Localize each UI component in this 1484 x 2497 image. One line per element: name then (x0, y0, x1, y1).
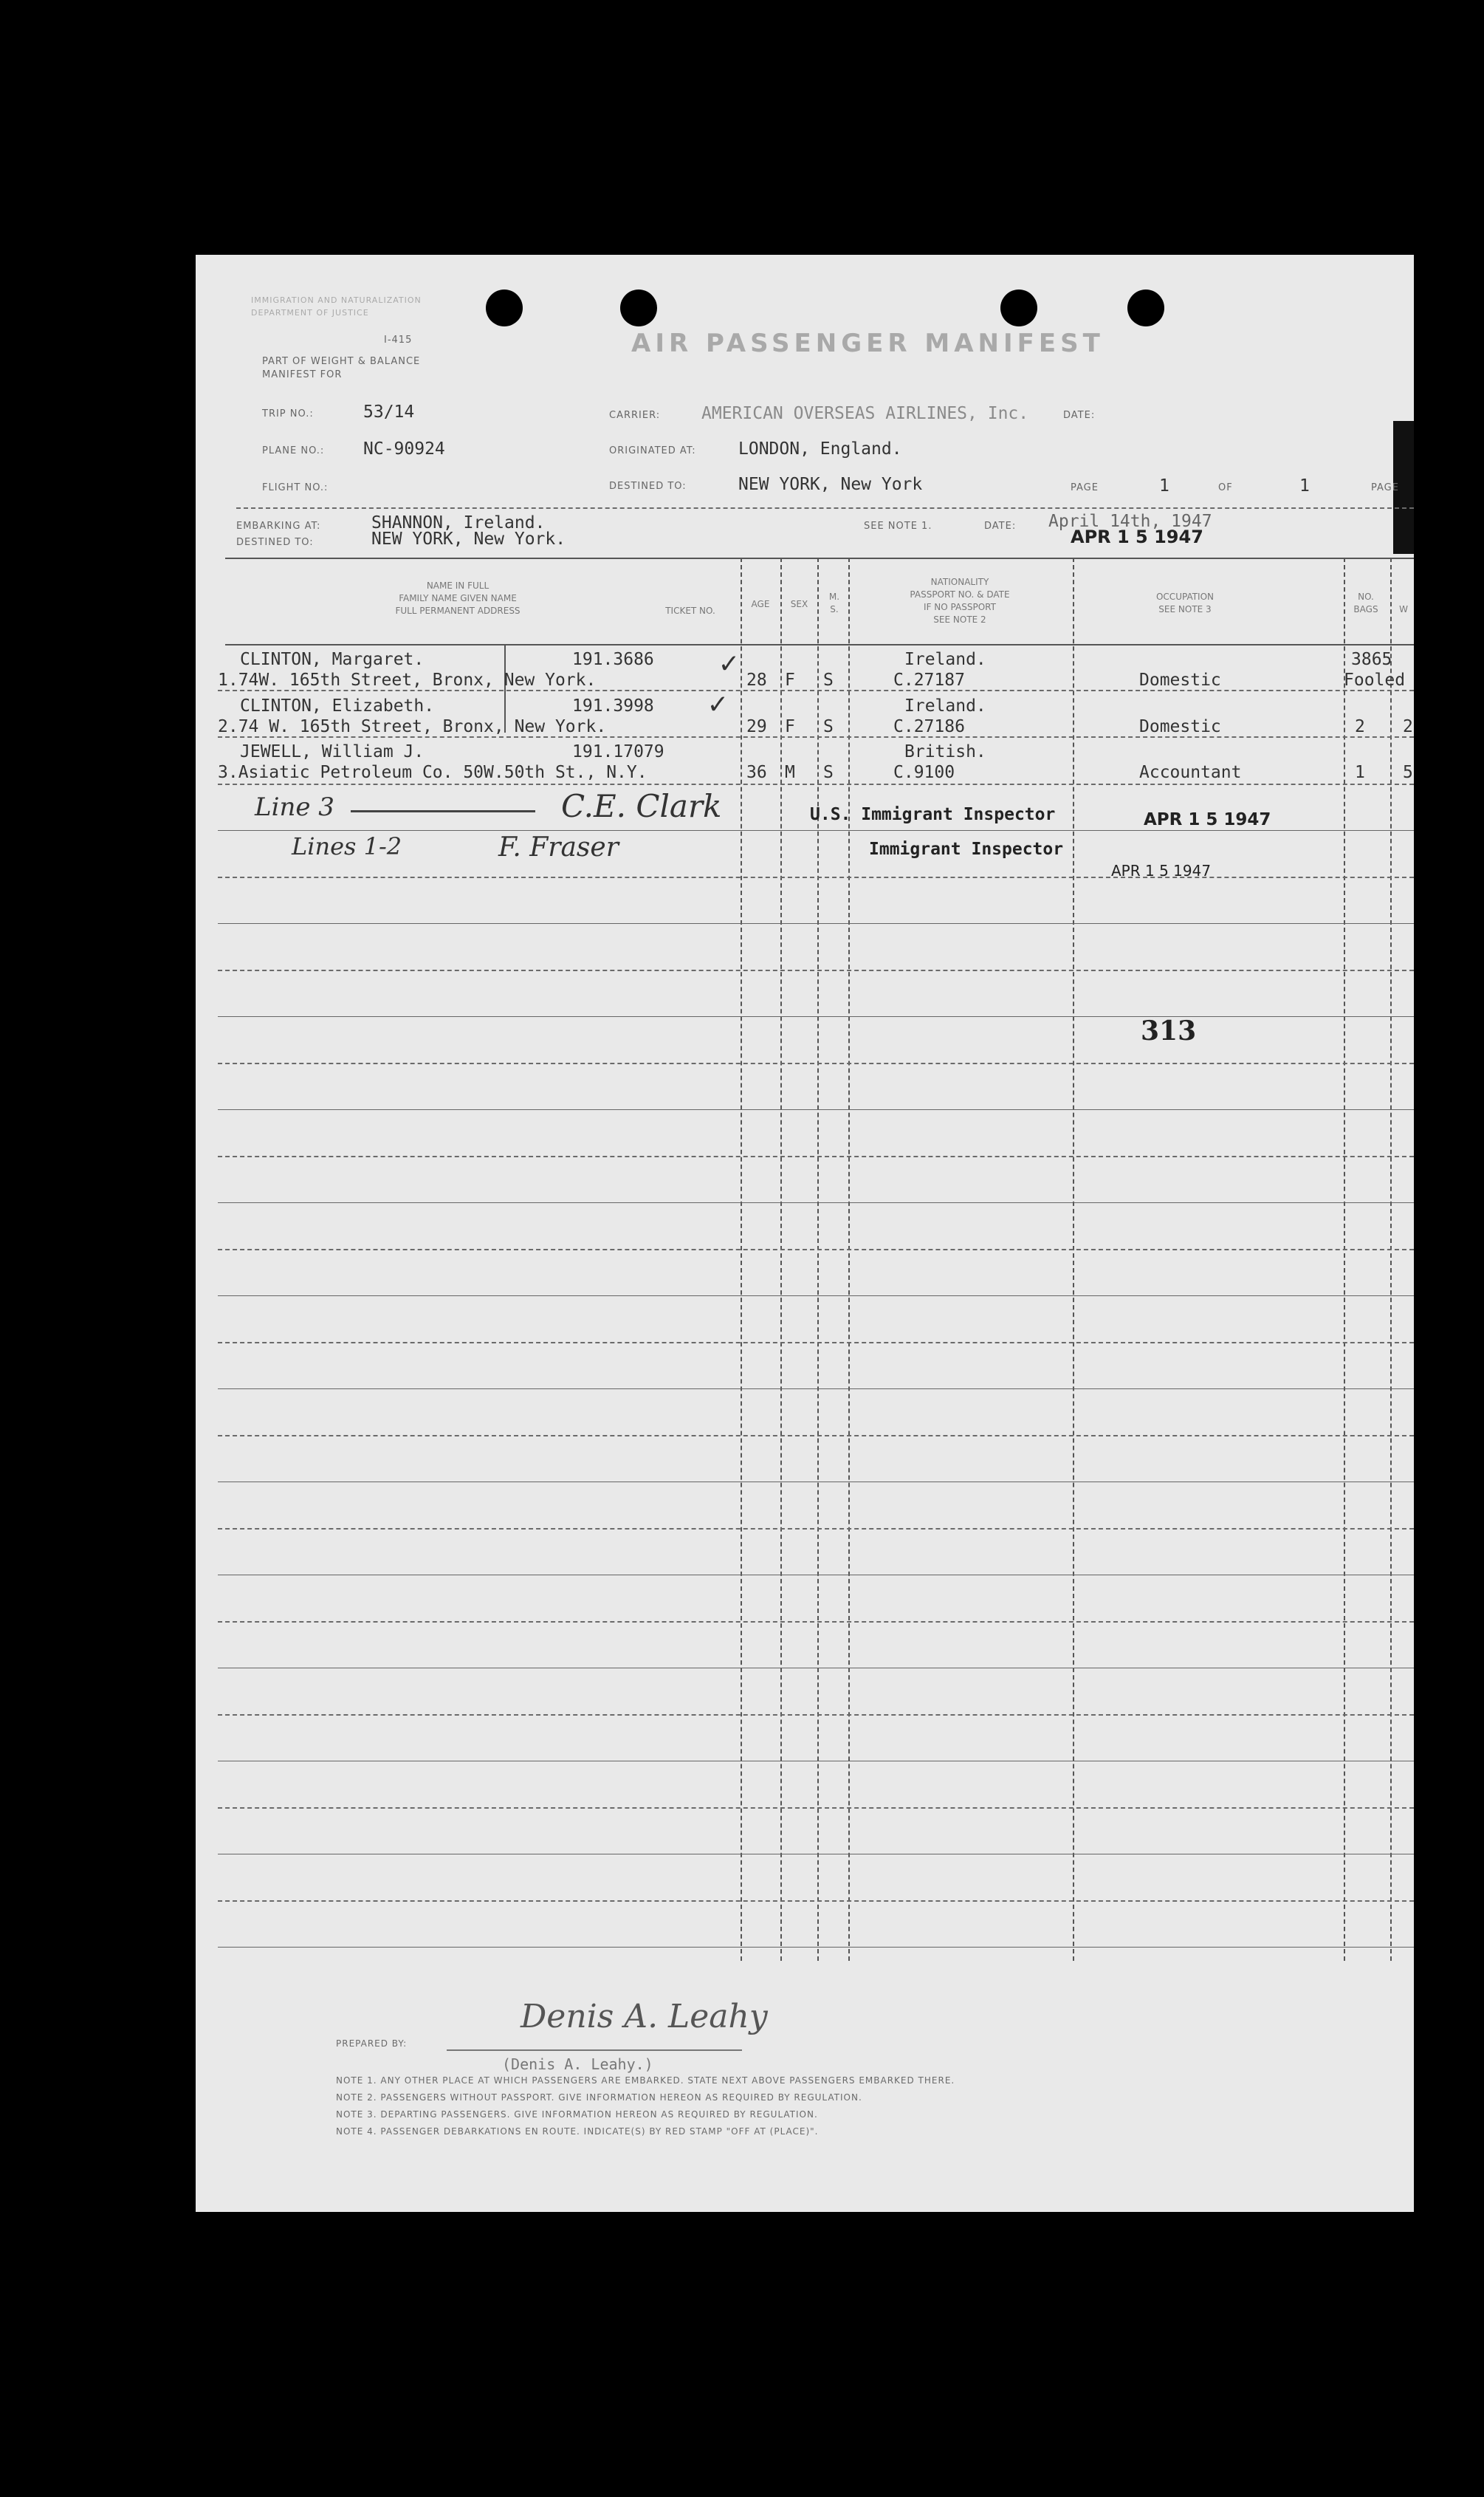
agency-line-2: DEPARTMENT OF JUSTICE (251, 308, 369, 318)
row-rule (218, 690, 1414, 691)
see-note-label: SEE NOTE 1. (864, 521, 932, 532)
page-right-label: PAGE (1371, 482, 1399, 493)
header-nat-line1: NATIONALITY (930, 577, 989, 587)
agency-line-1: IMMIGRATION AND NATURALIZATION (251, 295, 422, 305)
passenger-nat-cell: C.27186 (893, 717, 965, 736)
punch-hole (1000, 290, 1037, 326)
trip-value: 53/14 (363, 403, 415, 422)
passenger-sex-cell: F (785, 717, 795, 736)
header-occ-line2: SEE NOTE 3 (1158, 604, 1212, 614)
passenger-line-cell: 1.74W. 165th Street, Bronx, New York. (218, 671, 597, 690)
passenger-line-cell: CLINTON, Elizabeth. (240, 696, 435, 716)
note-4: NOTE 4. PASSENGER DEBARKATIONS EN ROUTE. INDICATE(S) BY RED STAMP "OFF AT (PLACE)". (336, 2126, 819, 2137)
prepared-label: PREPARED BY: (336, 2038, 408, 2049)
handwritten-stroke (351, 810, 535, 812)
passenger-bags-cell: 3865 (1351, 650, 1392, 669)
passenger-weight-cell: Fooled (1344, 671, 1406, 690)
header-sex: SEX (790, 599, 808, 609)
punch-hole (486, 290, 523, 326)
check-mark-icon: ✓ (720, 646, 738, 680)
table-line (218, 1714, 1414, 1716)
passenger-ticket-cell: 191.3998 (572, 696, 654, 716)
table-line (218, 1109, 1414, 1110)
prepared-line (447, 2049, 742, 2051)
date-stamp: APR 1 5 1947 (1071, 527, 1203, 547)
header-bags-line2: BAGS (1353, 604, 1378, 614)
passenger-line-cell: 3.Asiatic Petroleum Co. 50W.50th St., N.Y. (218, 763, 647, 782)
col-rule (1344, 558, 1345, 1961)
date-stamp-2: APR 1 5 1947 (1111, 862, 1212, 880)
flight-label: FLIGHT NO.: (262, 482, 329, 493)
page-title: AIR PASSENGER MANIFEST (631, 329, 1105, 358)
passenger-occupation-cell: Accountant (1139, 763, 1242, 782)
col-rule (848, 558, 850, 1961)
header-nat-line2: PASSPORT NO. & DATE (910, 589, 1010, 600)
passenger-nat-cell: C.27187 (893, 671, 965, 690)
header-name-line2: FAMILY NAME GIVEN NAME (399, 593, 517, 603)
table-line (218, 1528, 1414, 1530)
header-age: AGE (751, 599, 770, 609)
header-ms-s: S. (830, 604, 839, 614)
table-line (218, 784, 1414, 785)
table-header-rule (225, 644, 1414, 645)
table-top-rule (225, 558, 1414, 559)
trip-label: TRIP NO.: (262, 408, 314, 419)
passenger-nat-cell: C.9100 (893, 763, 955, 782)
note-1: NOTE 1. ANY OTHER PLACE AT WHICH PASSENGERS ARE EMBARKED. STATE NEXT ABOVE PASSENGERS EMBARKED THERE. (336, 2075, 955, 2086)
handwritten-line-note: Line 3 (255, 792, 334, 822)
passenger-ticket-cell: 191.17079 (572, 742, 664, 761)
passenger-age-cell: 28 (746, 671, 767, 690)
header-name (295, 580, 620, 617)
table-line (218, 1621, 1414, 1623)
destined-value: NEW YORK, New York (738, 475, 923, 494)
passenger-ms-cell: S (823, 717, 834, 736)
page-label: PAGE (1071, 482, 1099, 493)
header-weight: W (1399, 604, 1408, 614)
destined-label: DESTINED TO: (609, 481, 687, 492)
table-line (218, 1202, 1414, 1203)
header-occupation (1074, 591, 1296, 616)
date-stamp-1: APR 1 5 1947 (1144, 810, 1271, 829)
passenger-line-cell: 2.74 W. 165th Street, Bronx, New York. (218, 717, 607, 736)
row-rule (218, 736, 1414, 738)
date-label: DATE: (1063, 410, 1096, 421)
col-rule (741, 558, 742, 1961)
table-line (218, 1016, 1414, 1017)
punch-hole (1127, 290, 1164, 326)
passenger-sex-cell: M (785, 763, 795, 782)
header-ticket: TICKET NO. (665, 606, 715, 616)
passenger-nat-cell: Ireland. (904, 696, 986, 716)
header-ms (820, 591, 849, 616)
table-line (218, 1435, 1414, 1436)
header-rule (236, 507, 1414, 509)
passenger-age-cell: 36 (746, 763, 767, 782)
table-line (218, 877, 1414, 878)
inspector-stamp-1: U.S. Immigrant Inspector (810, 805, 1056, 824)
table-line (218, 1947, 1414, 1948)
header-ms-m: M. (828, 592, 840, 602)
date2-label: DATE: (984, 521, 1017, 532)
header-bags (1344, 591, 1388, 616)
preparer-signature: Denis A. Leahy (521, 1998, 768, 2035)
passenger-ticket-cell: 191.3686 (572, 650, 654, 669)
header-name-line1: NAME IN FULL (426, 580, 489, 591)
passenger-weight-cell: 2 (1403, 717, 1413, 736)
col-rule (817, 558, 819, 1961)
passenger-age-cell: 29 (746, 717, 767, 736)
passenger-line-cell: JEWELL, William J. (240, 742, 425, 761)
table-line (218, 1388, 1414, 1389)
form-number: I-415 (384, 335, 413, 346)
passenger-ms-cell: S (823, 671, 834, 690)
header-name-line3: FULL PERMANENT ADDRESS (395, 606, 521, 616)
of-label: OF (1218, 482, 1233, 493)
passenger-nat-cell: Ireland. (904, 650, 986, 669)
weight-balance-label: PART OF WEIGHT & BALANCE (262, 356, 421, 367)
note-3: NOTE 3. DEPARTING PASSENGERS. GIVE INFORMATION HEREON AS REQUIRED BY REGULATION. (336, 2109, 818, 2120)
passenger-ms-cell: S (823, 763, 834, 782)
col-rule (1390, 558, 1392, 1961)
date2-value: April 14th, 1947 (1048, 512, 1212, 531)
passenger-bags-cell: 2 (1355, 717, 1365, 736)
table-line (218, 830, 1414, 831)
of-value: 1 (1299, 476, 1310, 496)
table-line (218, 1807, 1414, 1809)
handwritten-signature-1: C.E. Clark (561, 788, 722, 824)
passenger-nat-cell: British. (904, 742, 986, 761)
originated-label: ORIGINATED AT: (609, 445, 696, 456)
carrier-label: CARRIER: (609, 410, 661, 421)
manifest-for-label: MANIFEST FOR (262, 369, 343, 380)
originated-value: LONDON, England. (738, 439, 902, 459)
embarking-label: EMBARKING AT: (236, 521, 321, 532)
check-mark-icon: ✓ (709, 687, 727, 721)
header-bags-line1: NO. (1358, 592, 1374, 602)
handwritten-signature-2: F. Fraser (498, 832, 619, 863)
col-rule (1073, 558, 1074, 1961)
destined2-value: NEW YORK, New York. (371, 530, 566, 549)
header-occ-line1: OCCUPATION (1155, 592, 1215, 602)
handwritten-lines-note: Lines 1-2 (292, 832, 402, 860)
manifest-sheet (196, 255, 1414, 2212)
passenger-bags-cell: 1 (1355, 763, 1365, 782)
table-line (218, 1900, 1414, 1902)
inspector-stamp-2: Immigrant Inspector (869, 840, 1064, 859)
passenger-occupation-cell: Domestic (1139, 671, 1221, 690)
table-line (218, 1342, 1414, 1343)
plane-value: NC-90924 (363, 439, 445, 459)
header-nat-line4: SEE NOTE 2 (933, 614, 986, 625)
passenger-line-cell: CLINTON, Margaret. (240, 650, 425, 669)
destined2-label: DESTINED TO: (236, 537, 314, 548)
preparer-name: (Denis A. Leahy.) (502, 2055, 653, 2073)
carrier-value: AMERICAN OVERSEAS AIRLINES, Inc. (701, 404, 1029, 423)
header-nat-line3: IF NO PASSPORT (924, 602, 996, 612)
passenger-sex-cell: F (785, 671, 795, 690)
table-line (218, 1156, 1414, 1157)
passenger-occupation-cell: Domestic (1139, 717, 1221, 736)
passenger-weight-cell: 5 (1403, 763, 1413, 782)
table-line (218, 1295, 1414, 1296)
table-line (218, 1063, 1414, 1064)
table-line (218, 1249, 1414, 1250)
table-line (218, 923, 1414, 924)
punch-hole (620, 290, 657, 326)
col-rule (780, 558, 782, 1961)
header-nationality (849, 576, 1071, 626)
note-2: NOTE 2. PASSENGERS WITHOUT PASSPORT. GIVE INFORMATION HEREON AS REQUIRED BY REGULATION. (336, 2092, 862, 2103)
page-number-stamp: 313 (1141, 1015, 1197, 1047)
embarking-value: SHANNON, Ireland. (371, 513, 546, 532)
page-value: 1 (1159, 476, 1169, 496)
plane-label: PLANE NO.: (262, 445, 325, 456)
table-line (218, 970, 1414, 971)
